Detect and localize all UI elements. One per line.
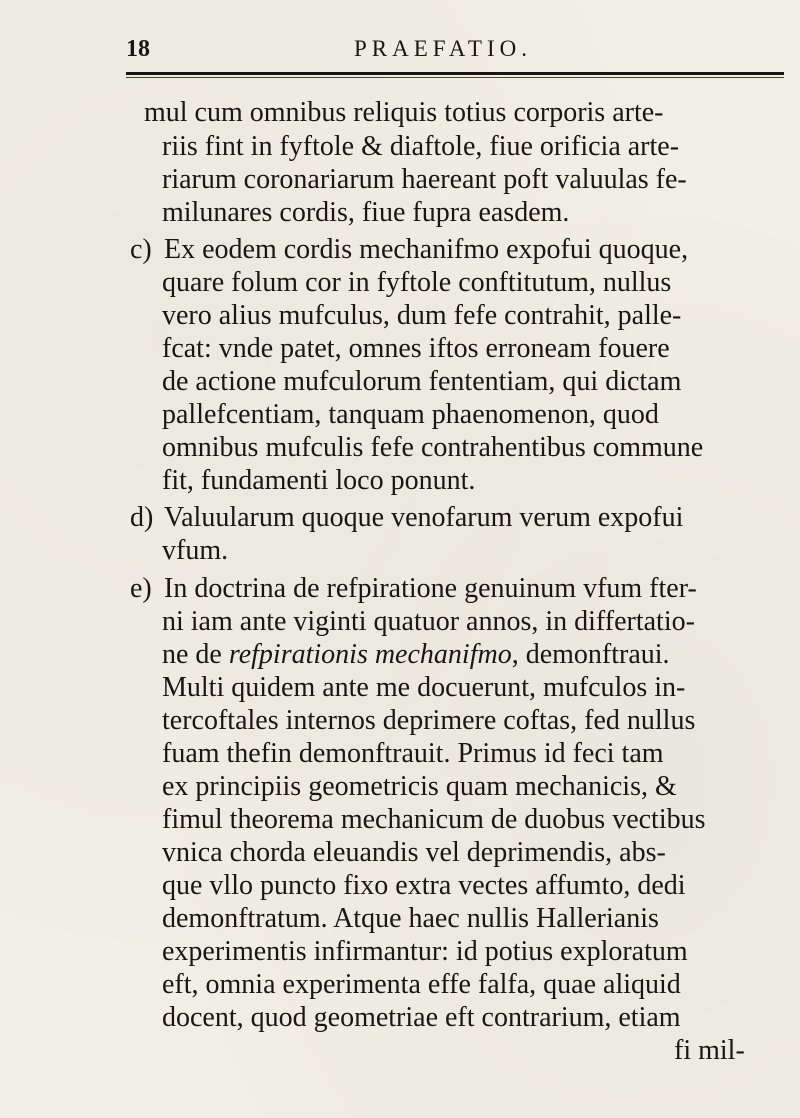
text-line: milunares cordis, fiue fupra easdem. bbox=[162, 197, 570, 228]
header-rule-thin bbox=[126, 77, 784, 78]
text-line: experimentis infirmantur: id potius exploratum bbox=[162, 936, 688, 967]
text-line: Valuularum quoque venofarum verum expofui bbox=[164, 502, 684, 533]
text-line: riis fint in fyftole & diaftole, fiue orificia arte- bbox=[162, 131, 680, 162]
text-line: Ex eodem cordis mechanifmo expofui quoque, bbox=[164, 234, 689, 265]
text-line: riarum coronariarum haereant poft valuulas fe- bbox=[162, 164, 687, 195]
running-head: PRAEFATIO. bbox=[354, 36, 533, 61]
item-marker: c) bbox=[130, 234, 152, 265]
italic-title: refpirationis mechanifmo bbox=[228, 639, 512, 670]
text-line: eft, omnia experimenta effe falfa, quae aliquid bbox=[162, 969, 681, 1000]
catchword: fi mil- bbox=[674, 1035, 745, 1066]
page-header bbox=[126, 36, 786, 66]
text-line: ne de refpirationis mechanifmo, demonftraui. bbox=[162, 639, 670, 670]
text-line: ex principiis geometricis quam mechanicis, & bbox=[162, 771, 677, 802]
text-line: fit, fundamenti loco ponunt. bbox=[162, 465, 476, 496]
item-marker: d) bbox=[130, 502, 154, 533]
text-line: mul cum omnibus reliquis totius corporis arte- bbox=[144, 97, 664, 128]
text-line: vfum. bbox=[162, 535, 229, 566]
text-line: vero alius mufculus, dum fefe contrahit, palle- bbox=[162, 300, 682, 331]
text-line: fcat: vnde patet, omnes iftos erroneam fouere bbox=[162, 333, 670, 364]
page-number: 18 bbox=[126, 36, 150, 62]
text-line: fimul theorema mechanicum de duobus vectibus bbox=[162, 804, 706, 835]
header-rule bbox=[126, 72, 784, 75]
text-line: tercoftales internos deprimere coftas, fed nullus bbox=[162, 705, 696, 736]
text-line: pallefcentiam, tanquam phaenomenon, quod bbox=[162, 399, 659, 430]
text-line: fuam thefin demonftrauit. Primus id feci tam bbox=[162, 738, 664, 769]
text-line: docent, quod geometriae eft contrarium, etiam bbox=[162, 1002, 681, 1033]
text-line: In doctrina de refpiratione genuinum vfum fter- bbox=[164, 573, 697, 604]
text-line: vnica chorda eleuandis vel deprimendis, abs- bbox=[162, 837, 666, 868]
text-line: demonftratum. Atque haec nullis Hallerianis bbox=[162, 903, 659, 934]
text-line: omnibus mufculis fefe contrahentibus commune bbox=[162, 432, 704, 463]
text-line: que vllo puncto fixo extra vectes affumto, dedi bbox=[162, 870, 686, 901]
text-line: Multi quidem ante me docuerunt, mufculos in- bbox=[162, 672, 686, 703]
item-marker: e) bbox=[130, 573, 152, 604]
text-line: quare folum cor in fyftole conftitutum, nullus bbox=[162, 267, 672, 298]
text-line: ni iam ante viginti quatuor annos, in differtatio- bbox=[162, 606, 695, 637]
text-line: de actione mufculorum fententiam, qui dictam bbox=[162, 366, 682, 397]
